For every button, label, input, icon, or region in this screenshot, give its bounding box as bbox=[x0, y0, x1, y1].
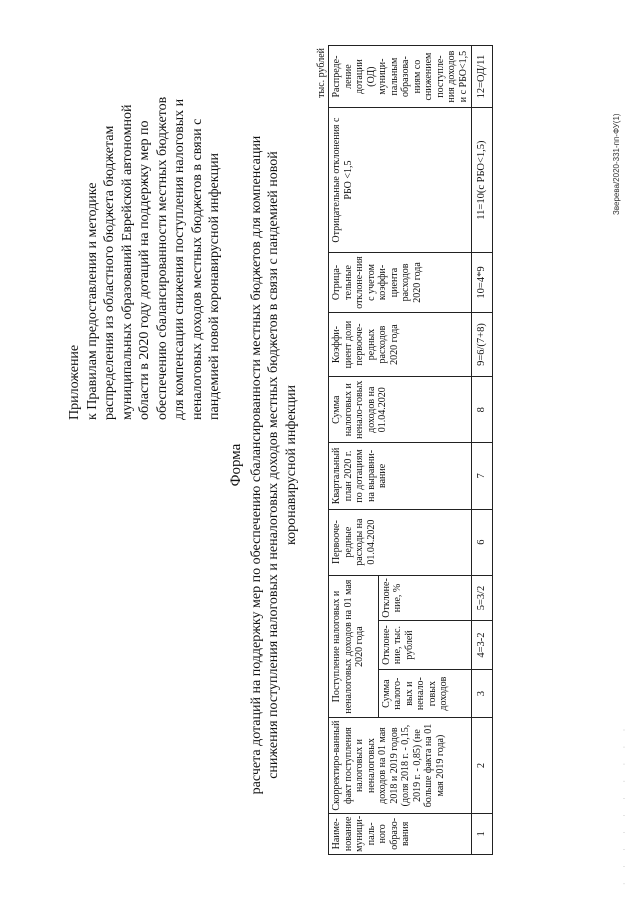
header-cell: Скорректиро-ванный факт поступления налоговых и неналоговых доходов на 01 мая 2018 и 2019 годов (доля 2018 г. - 0,15, 2019 г. - 0,85) (не больше факта на 01 мая 2019 года) bbox=[329, 718, 472, 813]
appendix-line: для компенсации снижения поступления налоговых и bbox=[172, 98, 187, 420]
column-number: 8 bbox=[472, 377, 493, 443]
appendix-line: области в 2020 году дотаций на поддержку мер по bbox=[137, 120, 152, 420]
column-number: 10=4*9 bbox=[472, 252, 493, 312]
column-number: 9=6/(7+8) bbox=[472, 312, 493, 376]
column-number: 5=3/2 bbox=[472, 575, 493, 621]
table-number-row bbox=[472, 46, 493, 855]
header-cell: Отклоне-ние, % bbox=[378, 575, 471, 621]
form-title-line: снижения поступления налоговых и неналоговых доходов местных бюджетов в связи с пандемией новой bbox=[266, 151, 281, 779]
form-heading: Форма bbox=[228, 443, 244, 487]
header-cell: Сумма налоговых и ненало-говых доходов на 01.04.2020 bbox=[329, 377, 472, 443]
appendix-line: обеспечению сбалансированности местных бюджетов bbox=[154, 96, 170, 420]
appendix-line: распределения из областного бюджета бюджетам bbox=[102, 125, 117, 420]
header-cell: Отрицательные отклонения с РБО <1,5 bbox=[329, 108, 472, 253]
form-title-line: расчета дотаций на поддержку мер по обеспечению сбалансированности местных бюджетов для компенсации bbox=[248, 135, 264, 795]
column-number: 11=10(с РБО<1,5) bbox=[472, 108, 493, 253]
column-number: 2 bbox=[472, 718, 493, 813]
units-label: тыс. рублей bbox=[316, 48, 327, 98]
header-cell: Отрица-тельные отклоне-ния с учетом коэффи-циента расходов 2020 года bbox=[329, 252, 472, 312]
appendix-block bbox=[66, 20, 224, 420]
column-number: 6 bbox=[472, 509, 493, 575]
column-number: 3 bbox=[472, 669, 493, 718]
header-group-cell: Поступление налоговых и неналоговых доходов на 01 мая 2020 года bbox=[329, 575, 379, 718]
appendix-line: к Правилам предоставления и методике bbox=[84, 182, 100, 420]
calculation-table bbox=[328, 45, 493, 855]
scan-artifact: · · · · · · · · · · bbox=[620, 722, 629, 885]
form-title-block bbox=[228, 55, 300, 875]
appendix-line: муниципальных образований Еврейской автономной bbox=[119, 104, 135, 420]
header-cell: Первооче-редные расходы на 01.04.2020 bbox=[329, 509, 472, 575]
header-cell: Коэффи-циент доли первооче-редных расходов 2020 года bbox=[329, 312, 472, 376]
column-number: 7 bbox=[472, 443, 493, 509]
header-cell: Отклоне-ние, тыс. рублей bbox=[378, 621, 471, 670]
header-cell: Наиме-нование муници-паль-ного образо-вания bbox=[329, 813, 472, 854]
appendix-line: пандемией новой коронавирусной инфекции bbox=[207, 152, 222, 420]
header-cell: Распреде-ление дотации (ОД) муници-пальным образова-ниям со снижением поступле-ния доходов и с РБО<1,5 bbox=[329, 46, 472, 108]
column-number: 12=ОД/11 bbox=[472, 46, 493, 108]
table-header-row bbox=[329, 46, 379, 855]
appendix-line: неналоговых доходов местных бюджетов в связи с bbox=[189, 118, 205, 420]
header-cell: Сумма налого-вых и ненало-говых доходов bbox=[378, 669, 471, 718]
appendix-line: Приложение bbox=[67, 344, 82, 420]
header-cell: Квартальный план 2020 г. по дотациям на выравни-вание bbox=[329, 443, 472, 509]
document-footer: Зверева/2020-331-пп-ФУ(1) bbox=[612, 113, 621, 215]
column-number: 1 bbox=[472, 813, 493, 854]
form-title-line: коронавирусной инфекции bbox=[283, 385, 299, 545]
column-number: 4=3-2 bbox=[472, 621, 493, 670]
